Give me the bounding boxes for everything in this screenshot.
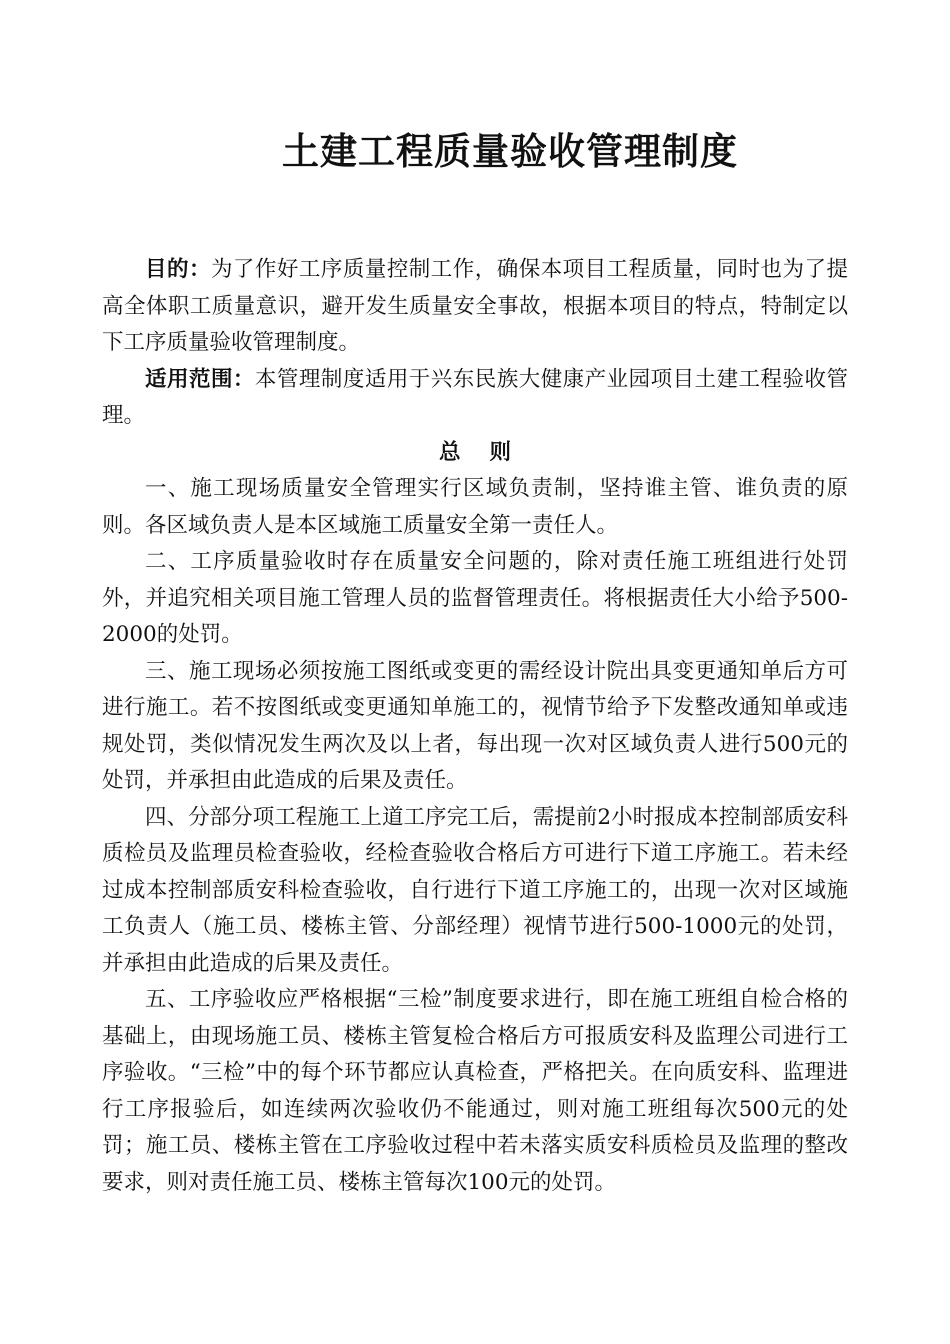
general-provisions-heading: 总 则 bbox=[439, 439, 522, 465]
article-5: 五、工序验收应严格根据“三检”制度要求进行，即在施工班组自检合格的基础上，由现场施工员、楼栋主管复检合格后方可报质安科及监理公司进行工序验收。“三检”中的每个环节都应认真检查，严格把关。在向质安科、监理进行工序报验后，如连续两次验收仍不能通过，则对施工班组每次500元的处罚；施工员、楼栋主管在工序验收过程中若未落实质安科质检员及监理的整改要求，则对责任施工员、楼栋主管每次100元的处罚。 bbox=[102, 987, 848, 1195]
article-3: 三、施工现场必须按施工图纸或变更的需经设计院出具变更通知单后方可进行施工。若不按图纸或变更通知单施工的，视情节给予下发整改通知单或违规处罚，类似情况发生两次及以上者，每出现一次对区域负责人进行500元的处罚，并承担由此造成的后果及责任。 bbox=[102, 658, 848, 793]
scope-paragraph bbox=[102, 362, 848, 435]
article-1: 一、施工现场质量安全管理实行区域负责制，坚持谁主管、谁负责的原则。各区域负责人是本区域施工质量安全第一责任人。 bbox=[102, 476, 848, 538]
article-4: 四、分部分项工程施工上道工序完工后，需提前2小时报成本控制部质安科质检员及监理员检查验收，经检查验收合格后方可进行下道工序施工。若未经过成本控制部质安科检查验收，自行进行下道工序施工的，出现一次对区域施工负责人（施工员、楼栋主管、分部经理）视情节进行500-1000元的处罚，并承担由此造成的后果及责任。 bbox=[102, 804, 848, 976]
purpose-paragraph bbox=[102, 252, 848, 362]
purpose-label: 目的： bbox=[145, 257, 211, 282]
purpose-text: 为了作好工序质量控制工作，确保本项目工程质量，同时也为了提高全体职工质量意识，避开发生质量安全事故，根据本项目的特点，特制定以下工序质量验收管理制度。 bbox=[102, 257, 848, 355]
article-2: 二、工序质量验收时存在质量安全问题的，除对责任施工班组进行处罚外，并追究相关项目施工管理人员的监督管理责任。将根据责任大小给予500-2000的处罚。 bbox=[102, 549, 848, 647]
document-body bbox=[102, 252, 848, 1201]
document-title: 土建工程质量验收管理制度 bbox=[282, 129, 738, 173]
scope-label: 适用范围： bbox=[145, 366, 255, 392]
scope-text: 本管理制度适用于兴东民族大健康产业园项目土建工程验收管理。 bbox=[102, 366, 848, 428]
